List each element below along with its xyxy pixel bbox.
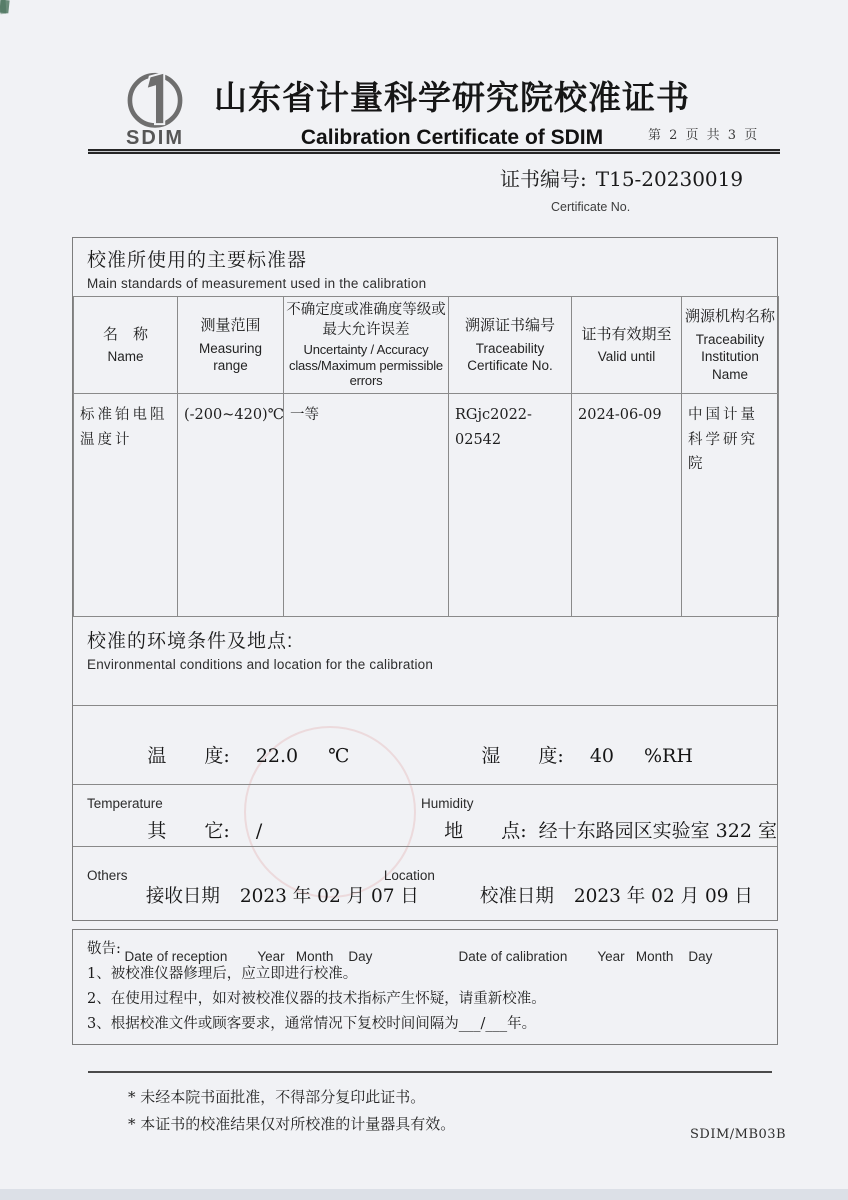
reception-date-value: 2023 年 02 月 07 日 — [239, 886, 419, 907]
temperature-value: 22.0 — [255, 745, 299, 767]
page-number: 第 2 页 共 3 页 — [648, 128, 760, 143]
header-titles — [196, 72, 708, 150]
certificate-number-value: T15-20230019 — [595, 167, 744, 191]
temperature-humidity-row — [73, 705, 777, 811]
location-label: 地 点: — [444, 820, 527, 842]
cell-institution: 中国计量科学研究院 — [682, 394, 779, 617]
footnotes — [128, 1084, 455, 1138]
others-location-row — [73, 784, 777, 883]
cell-name: 标准铂电阻温度计 — [74, 394, 178, 617]
certificate-number — [500, 163, 743, 192]
calibration-date-value: 2023 年 02 月 09 日 — [573, 886, 753, 907]
notice-item: 2、在使用过程中，如对被校准仪器的技术指标产生怀疑，请重新校准。 — [87, 991, 546, 1007]
sdim-logo — [112, 66, 198, 150]
others-label: 其 它: — [147, 820, 230, 842]
location-field — [374, 785, 777, 883]
humidity-unit: %RH — [644, 745, 693, 767]
col-traceability-cert-no: 溯源证书编号 Traceability Certificate No. — [449, 297, 572, 394]
certificate-number-label: 证书编号: — [500, 167, 587, 191]
footnote-line: * 未经本院书面批准，不得部分复印此证书。 — [128, 1088, 426, 1106]
calibration-date-label: 校准日期 — [479, 886, 554, 907]
temperature-field — [73, 706, 411, 811]
footer-divider — [88, 1071, 772, 1073]
notice-box — [72, 929, 778, 1045]
reception-date-label-en: Date of reception — [124, 949, 228, 964]
footnote-line: * 本证书的校准结果仅对所校准的计量器具有效。 — [128, 1115, 456, 1133]
cell-cert-no: RGjc2022-02542 — [449, 394, 572, 617]
others-value: / — [255, 820, 263, 842]
table-row — [74, 394, 779, 617]
cell-accuracy: 一等 — [284, 394, 449, 617]
page-title: 山东省计量科学研究院校准证书 — [214, 78, 690, 117]
standards-table — [73, 296, 779, 617]
humidity-field — [411, 706, 777, 811]
standards-title-en: Main standards of measurement used in the calibration — [87, 276, 427, 291]
environment-title-en: Environmental conditions and location for the calibration — [87, 657, 434, 672]
temperature-label-en: Temperature — [87, 796, 163, 811]
cell-range: (-200~420)℃ — [178, 394, 284, 617]
humidity-label-en: Humidity — [421, 796, 474, 811]
col-measuring-range: 测量范围 Measuring range — [178, 297, 284, 394]
logo-text: SDIM — [126, 127, 184, 149]
others-field — [73, 785, 374, 883]
environment-title: 校准的环境条件及地点: — [87, 631, 294, 652]
standards-section-header — [87, 245, 426, 291]
certificate-number-label-en: Certificate No. — [551, 200, 631, 214]
calibration-date-field — [411, 847, 777, 964]
reception-ymd-caption: Year Month Day — [257, 949, 373, 964]
scan-edge — [0, 1189, 848, 1200]
notice-title: 敬告: — [87, 941, 121, 957]
reception-date-label: 接收日期 — [145, 886, 220, 907]
header-divider — [88, 149, 780, 154]
humidity-value: 40 — [589, 745, 614, 767]
others-label-en: Others — [87, 868, 128, 883]
temperature-unit: ℃ — [328, 745, 350, 767]
humidity-label: 湿 度: — [481, 745, 564, 767]
location-value: 经十东路园区实验室 322 室 — [538, 820, 777, 842]
notice-item: 3、根据校准文件或顾客要求，通常情况下复校时间间隔为___/___年。 — [87, 1016, 537, 1032]
location-label-en: Location — [383, 868, 435, 883]
calibration-date-label-en: Date of calibration — [458, 949, 568, 964]
form-code: SDIM/MB03B — [690, 1127, 787, 1142]
col-valid-until: 证书有效期至 Valid until — [572, 297, 682, 394]
standards-title: 校准所使用的主要标准器 — [87, 250, 308, 271]
environment-section-header — [87, 626, 433, 672]
notice-item: 1、被校准仪器修理后，应立即进行校准。 — [87, 966, 358, 982]
col-name: 名 称 Name — [74, 297, 178, 394]
scan-artifact — [0, 0, 6, 14]
col-uncertainty: 不确定度或准确度等级或最大允许误差 Uncertainty / Accuracy class/Maximum permissible errors — [284, 297, 449, 394]
col-traceability-institution: 溯源机构名称 Traceability Institution Name — [682, 297, 779, 394]
page-title-en: Calibration Certificate of SDIM — [300, 126, 604, 149]
temperature-label: 温 度: — [147, 745, 230, 767]
standards-header-row — [74, 297, 779, 394]
cell-valid-until: 2024-06-09 — [572, 394, 682, 617]
calibration-ymd-caption: Year Month Day — [597, 949, 713, 964]
